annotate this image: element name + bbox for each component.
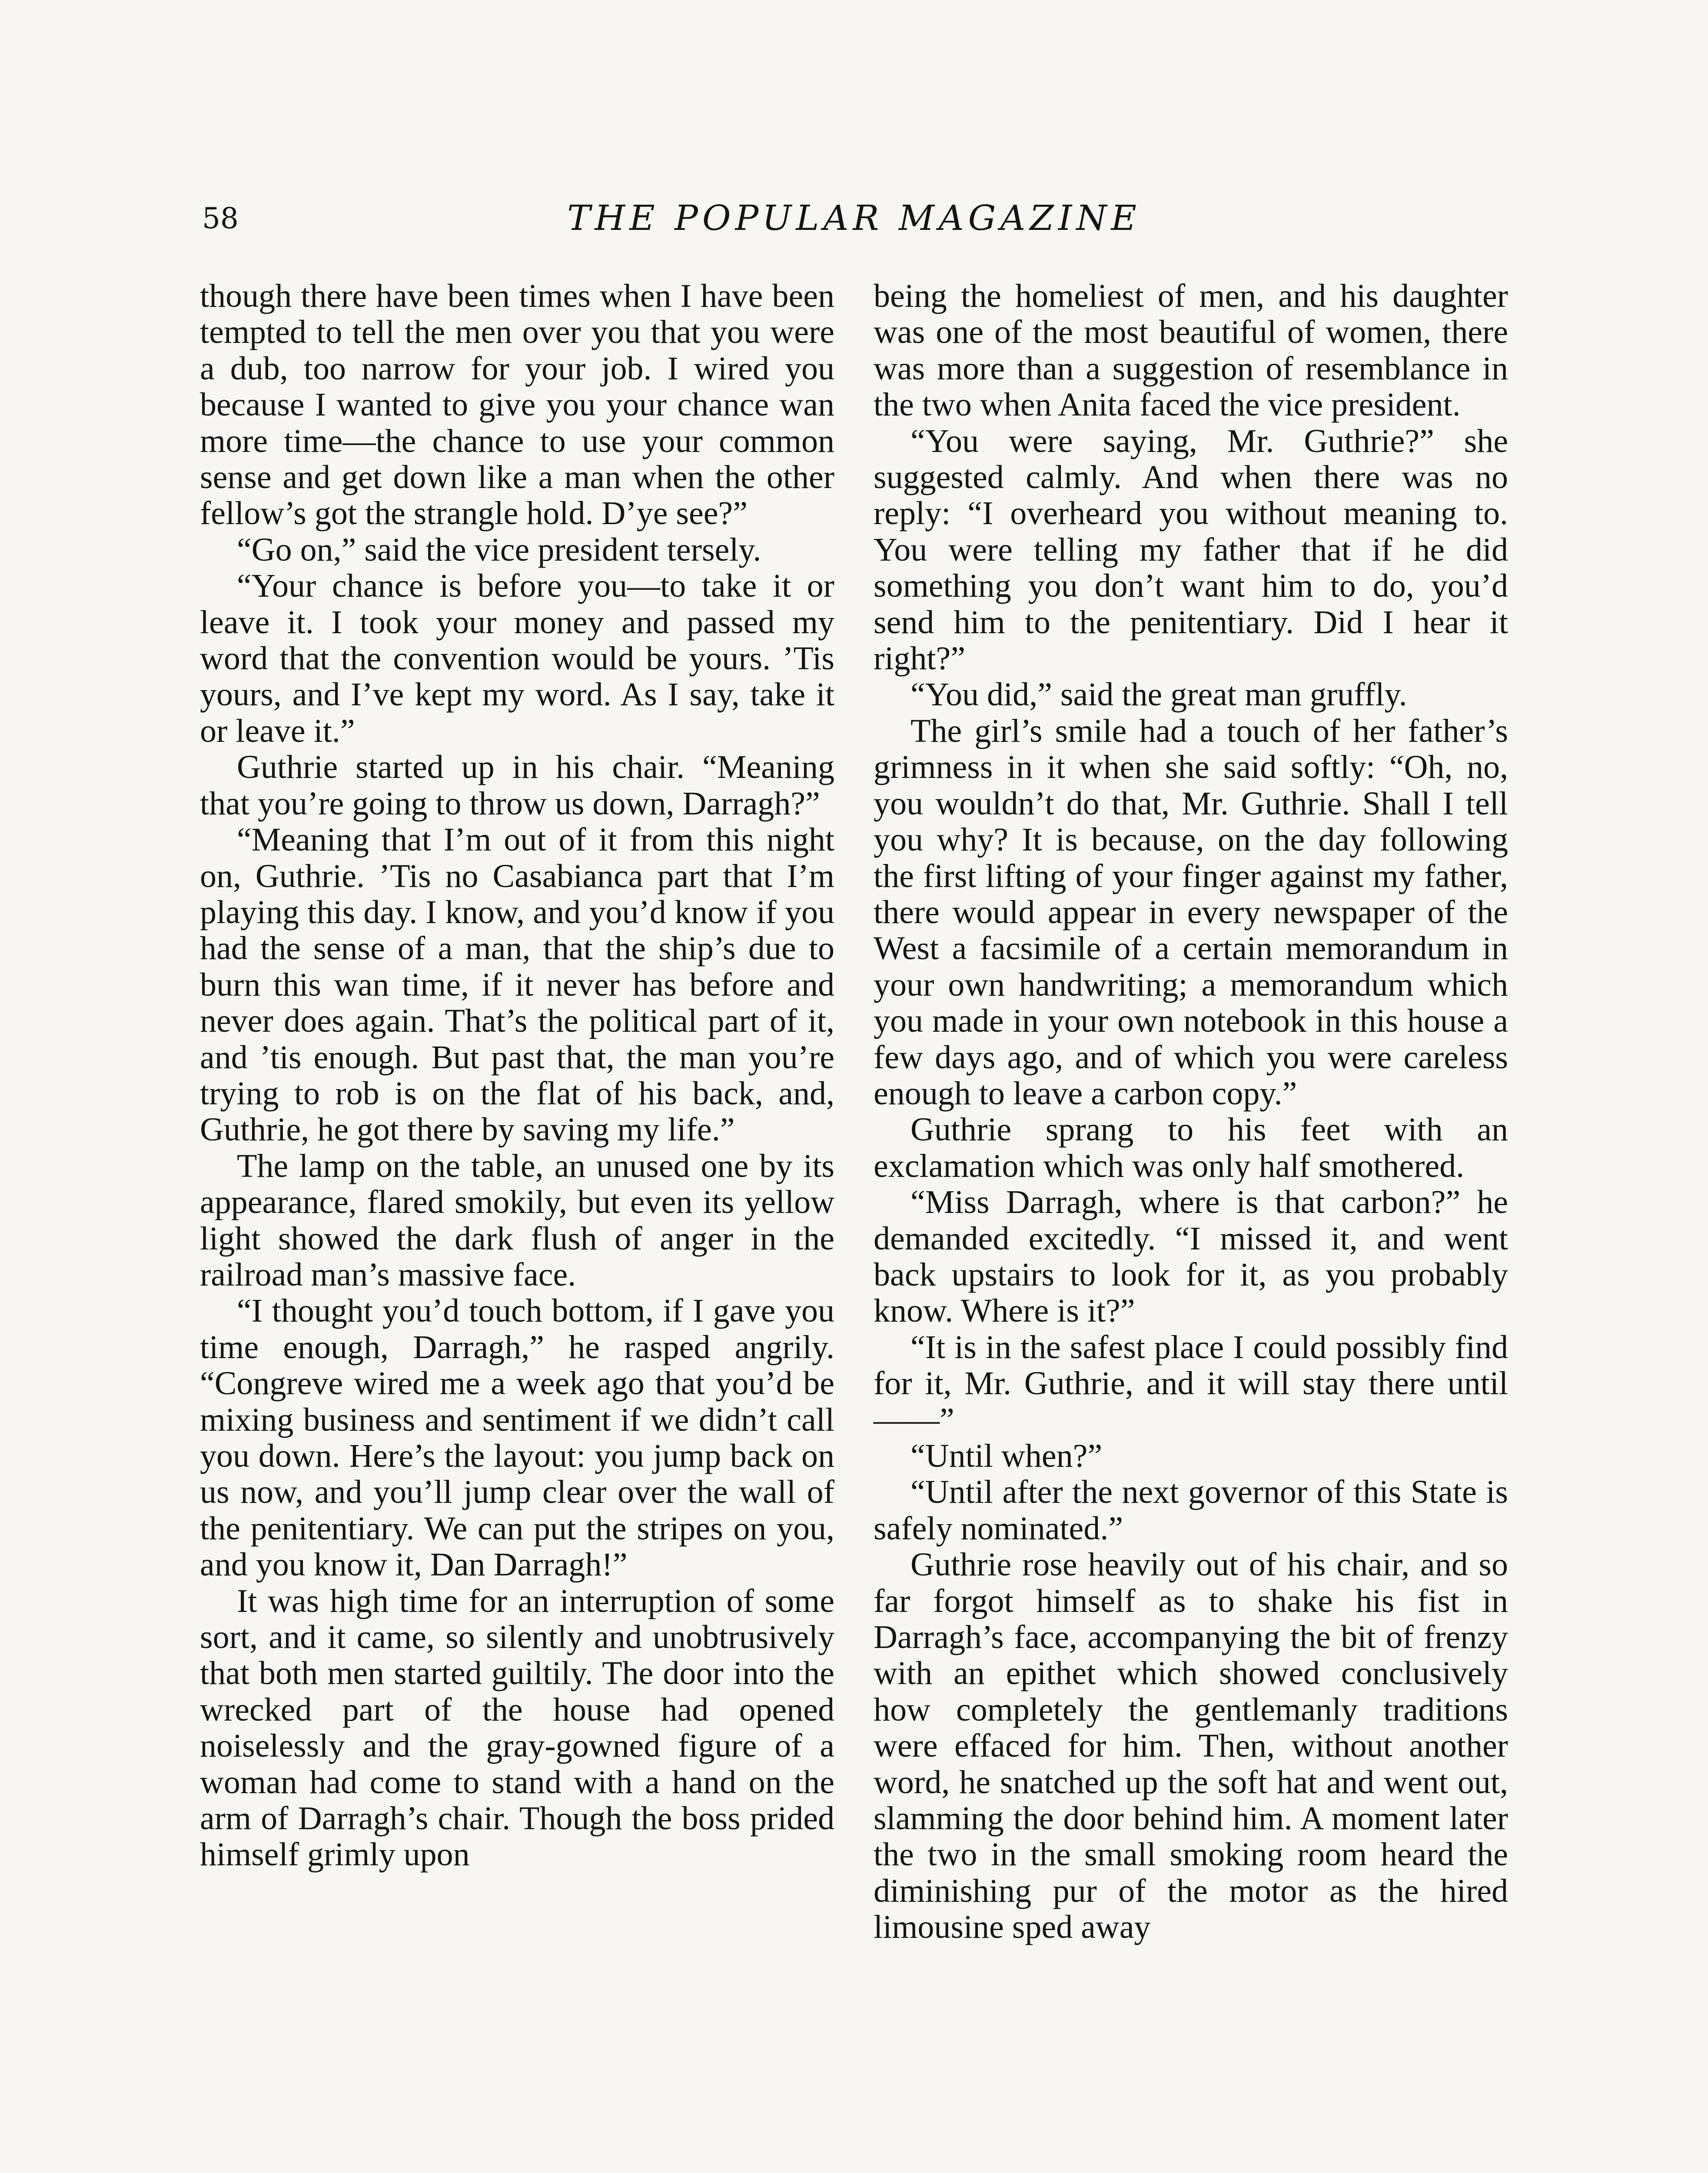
paragraph: though there have been times when I have been tempted to tell the men over you that you were a dub, too narrow for your job. I wired you because I wanted to give you your chance wan more time—the chance to use your common sense and get down like a man when the other fellow’s got the strangle hold. D’ye see?”	[200, 278, 834, 532]
paragraph: It was high time for an interruption of some sort, and it came, so silently and unobtrusively that both men started guiltily. The door into the wrecked part of the house had opened noiselessly and the gray-gowned figure of a woman had come to stand with a hand on the arm of Darragh’s chair. Though the boss prided himself grimly upon	[200, 1582, 834, 1873]
paragraph: “Meaning that I’m out of it from this night on, Guthrie. ’Tis no Casabianca part that I’m playing this day. I know, and you’d know if you had the sense of a man, that the ship’s due to burn this wan time, if it never has before and never does again. That’s the political part of it, and ’tis enough. But past that, the man you’re trying to rob is on the flat of his back, and, Guthrie, he got there by saving my life.”	[200, 821, 834, 1148]
running-title: THE POPULAR MAGAZINE	[567, 198, 1141, 238]
paragraph: “You were saying, Mr. Guthrie?” she suggested calmly. And when there was no reply: “I overheard you without meaning to. You were telling my father that if he did something you don’t want him to do, you’d send him to the penitentiary. Did I hear it right?”	[874, 422, 1508, 677]
paragraph: “I thought you’d touch bottom, if I gave you time enough, Darragh,” he rasped angrily. “Congreve wired me a week ago that you’d be mixing business and sentiment if we didn’t call you down. Here’s the layout: you jump back on us now, and you’ll jump clear over the wall of the penitentiary. We can put the stripes on you, and you know it, Dan Darragh!”	[200, 1293, 834, 1583]
paragraph: being the homeliest of men, and his daughter was one of the most beautiful of women, there was more than a suggestion of resemblance in the two when Anita faced the vice president.	[874, 278, 1508, 423]
left-column	[200, 278, 834, 1873]
paragraph: “Your chance is before you—to take it or leave it. I took your money and passed my word that the convention would be yours. ’Tis yours, and I’ve kept my word. As I say, take it or leave it.”	[200, 568, 834, 749]
paragraph: Guthrie sprang to his feet with an exclamation which was only half smothered.	[874, 1111, 1508, 1184]
paragraph: Guthrie started up in his chair. “Meaning that you’re going to throw us down, Darragh?”	[200, 749, 834, 822]
paragraph: “Miss Darragh, where is that carbon?” he demanded excitedly. “I missed it, and went back upstairs to look for it, as you probably know. Where is it?”	[874, 1184, 1508, 1329]
paragraph: “Until when?”	[910, 1438, 1103, 1474]
paragraph: The girl’s smile had a touch of her father’s grimness in it when she said softly: “Oh, no, you wouldn’t do that, Mr. Guthrie. Shall I tell you why? It is because, on the day following the first lifting of your finger against my father, there would appear in every newspaper of the West a facsimile of a certain memorandum in your own handwriting; a memorandum which you made in your own notebook in this house a few days ago, and of which you were careless enough to leave a carbon copy.”	[874, 712, 1508, 1112]
paragraph: The lamp on the table, an unused one by its appearance, flared smokily, but even its yellow light showed the dark flush of anger in the railroad man’s massive face.	[200, 1147, 834, 1293]
paragraph: “It is in the safest place I could possibly find for it, Mr. Guthrie, and it will stay there until——”	[874, 1329, 1508, 1438]
paragraph: “Until after the next governor of this State is safely nominated.”	[874, 1474, 1508, 1547]
paragraph: “You did,” said the great man gruffly.	[910, 676, 1407, 713]
paragraph: “Go on,” said the vice president tersely.	[237, 531, 761, 568]
page-number: 58	[202, 202, 239, 235]
right-column	[874, 278, 1508, 1946]
paragraph: Guthrie rose heavily out of his chair, and so far forgot himself as to shake his fist in Darragh’s face, accompanying the bit of frenzy with an epithet which showed conclusively how completely the gentlemanly traditions were effaced for him. Then, without another word, he snatched up the soft hat and went out, slamming the door behind him. A moment later the two in the small smoking room heard the diminishing pur of the motor as the hired limousine sped away	[874, 1546, 1508, 1946]
